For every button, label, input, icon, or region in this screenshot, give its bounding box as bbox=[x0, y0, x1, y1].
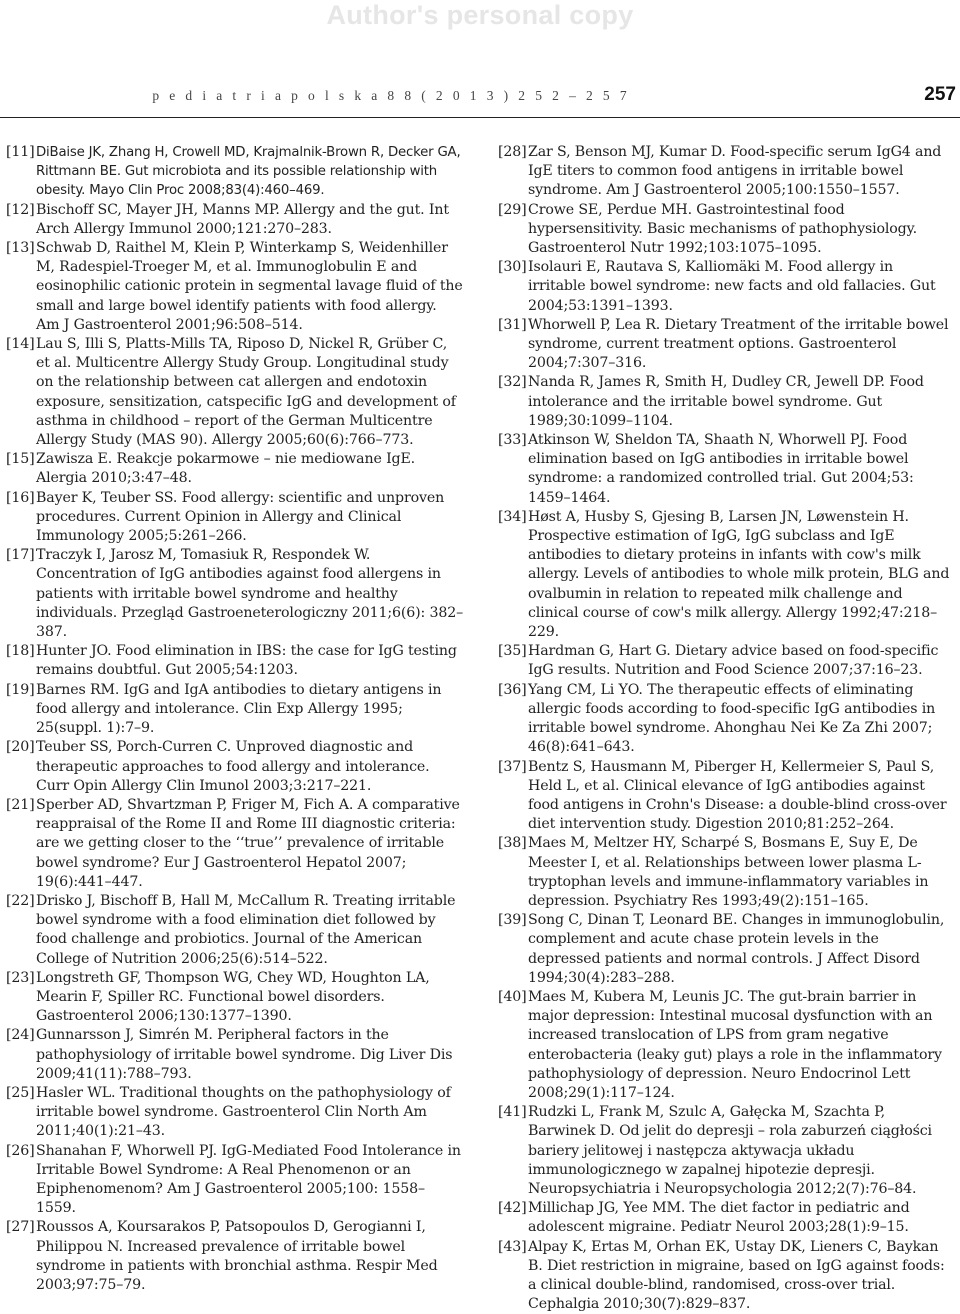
reference-number: [34] bbox=[498, 508, 527, 525]
reference-item bbox=[6, 738, 464, 796]
reference-number: [22] bbox=[6, 892, 35, 909]
reference-number: [33] bbox=[498, 432, 527, 449]
reference-item bbox=[498, 258, 954, 316]
reference-number: [15] bbox=[6, 451, 35, 468]
reference-item bbox=[6, 796, 464, 892]
reference-text: Millichap JG, Yee MM. The diet factor in pediatric and adolescent migraine. Pediatr Neurol 2003;28(1):9–15. bbox=[528, 1200, 910, 1236]
reference-number: [36] bbox=[498, 681, 527, 698]
reference-number: [28] bbox=[498, 144, 527, 160]
reference-number: [25] bbox=[6, 1084, 35, 1101]
reference-item bbox=[498, 431, 954, 508]
page-number: 257 bbox=[924, 84, 956, 105]
reference-text: Traczyk I, Jarosz M, Tomasiuk R, Respondek W. Concentration of IgG antibodies against food allergens in patients with irritable bowel syndrome and healthy individuals. Przegląd Gastroeneterologiczny 2011;6(6): 382–387. bbox=[36, 547, 464, 641]
reference-text: Shanahan F, Whorwell PJ. IgG-Mediated Food Intolerance in Irritable Bowel Syndrome: A Real Phenomenon or an Epiphenomenom? Am J Gastroenterol 2005;100: 1558–1559. bbox=[36, 1142, 461, 1217]
reference-item bbox=[6, 969, 464, 1027]
reference-item bbox=[6, 1218, 464, 1295]
reference-item bbox=[6, 681, 464, 739]
reference-item bbox=[498, 988, 954, 1103]
reference-number: [12] bbox=[6, 201, 35, 218]
reference-number: [20] bbox=[6, 739, 35, 756]
reference-item bbox=[498, 642, 954, 680]
reference-item bbox=[6, 1026, 464, 1084]
reference-number: [38] bbox=[498, 835, 527, 852]
reference-item bbox=[6, 450, 464, 488]
reference-item bbox=[498, 911, 954, 988]
reference-number: [13] bbox=[6, 240, 35, 257]
running-head bbox=[0, 86, 960, 108]
reference-item bbox=[498, 373, 954, 431]
reference-item bbox=[498, 316, 954, 374]
reference-number: [19] bbox=[6, 681, 35, 698]
reference-text: Whorwell P, Lea R. Dietary Treatment of the irritable bowel syndrome, current treatment options. Gastroenterol 2004;7:307–316. bbox=[528, 316, 949, 372]
reference-number: [29] bbox=[498, 201, 527, 218]
reference-text: Maes M, Kubera M, Leunis JC. The gut-brain barrier in major depression: Intestinal mucosal dysfunction with an increased translocation of LPS from gram negative enterobacteria (leaky gut) plays a role in the inflammatory pathophysiology of depression. Neuro Endocrinol Lett 2008;29(1):117–124. bbox=[528, 988, 942, 1101]
reference-text: Crowe SE, Perdue MH. Gastrointestinal food hypersensitivity. Basic mechanisms of pathophysiology. Gastroenterol Nutr 1992;103:1075–1095. bbox=[528, 201, 917, 257]
reference-number: [37] bbox=[498, 758, 527, 775]
reference-text: Barnes RM. IgG and IgA antibodies to dietary antigens in food allergy and intolerance. Clin Exp Allergy 1995; 25(suppl. 1):7–9. bbox=[36, 681, 442, 737]
reference-number: [23] bbox=[6, 969, 35, 986]
reference-number: [24] bbox=[6, 1027, 35, 1044]
reference-text: Zawisza E. Reakcje pokarmowe – nie mediowane IgE. Alergia 2010;3:47–48. bbox=[36, 451, 416, 487]
reference-text: Atkinson W, Sheldon TA, Shaath N, Whorwell PJ. Food elimination based on IgG antibodies in irritable bowel syndrome: a randomized controlled trial. Gut 2004;53: 1459–1464. bbox=[528, 432, 914, 506]
reference-item bbox=[498, 681, 954, 758]
reference-item bbox=[6, 892, 464, 969]
reference-number: [31] bbox=[498, 316, 527, 333]
reference-number: [39] bbox=[498, 912, 527, 929]
reference-item bbox=[498, 758, 954, 835]
reference-text: Bentz S, Hausmann M, Piberger H, Kellermeier S, Paul S, Held L, et al. Clinical elevance of IgG antibodies against food antigens in Crohn's Disease: a double-blind cross-over diet intervention study. Digestion 2010;81:252–264. bbox=[528, 758, 947, 833]
header-rule bbox=[0, 117, 960, 118]
reference-column-left bbox=[6, 143, 464, 1295]
reference-text: Nanda R, James R, Smith H, Dudley CR, Jewell DP. Food intolerance and the irritable bowel syndrome. Gut 1989;30:1099–1104. bbox=[528, 374, 924, 429]
reference-number: [18] bbox=[6, 643, 35, 660]
reference-number: [26] bbox=[6, 1142, 35, 1159]
reference-number: [43] bbox=[498, 1238, 527, 1255]
reference-number: [32] bbox=[498, 374, 527, 391]
reference-text: Teuber SS, Porch-Curren C. Unproved diagnostic and therapeutic approaches to food allergy and intolerance. Curr Opin Allergy Clin Imunol 2003;3:217–221. bbox=[36, 739, 430, 794]
reference-item bbox=[498, 1199, 954, 1237]
reference-number: [41] bbox=[498, 1104, 527, 1121]
reference-text: Roussos A, Koursarakos P, Patsopoulos D, Gerogianni I, Philippou N. Increased prevalence of irritable bowel syndrome in patients with bronchial asthma. Respir Med 2003;97:75–79. bbox=[36, 1219, 438, 1293]
reference-text: Longstreth GF, Thompson WG, Chey WD, Houghton LA, Mearin F, Spiller RC. Functional bowel disorders. Gastroenterol 2006;130:1377–1390. bbox=[36, 969, 430, 1025]
reference-item bbox=[498, 143, 954, 201]
reference-item bbox=[6, 546, 464, 642]
reference-item bbox=[498, 834, 954, 911]
reference-number: [30] bbox=[498, 259, 527, 276]
reference-text: Zar S, Benson MJ, Kumar D. Food-specific serum IgG4 and IgE titers to common food antigens in irritable bowel syndrome. Am J Gastroenterol 2005;100:1550–1557. bbox=[528, 144, 942, 199]
reference-text: Maes M, Meltzer HY, Scharpé S, Bosmans E, Suy E, De Meester I, et al. Relationships between lower plasma L-tryptophan levels and immune-inflammatory variables in depression. Psychiatry Res 1993;49(2):151–165. bbox=[528, 835, 929, 909]
watermark: Author's personal copy bbox=[326, 0, 634, 30]
reference-number: [21] bbox=[6, 796, 35, 813]
reference-number: [42] bbox=[498, 1200, 527, 1217]
reference-item bbox=[6, 201, 464, 239]
reference-item bbox=[6, 1142, 464, 1219]
reference-item bbox=[6, 335, 464, 450]
reference-item bbox=[6, 1084, 464, 1142]
reference-item bbox=[6, 143, 464, 201]
reference-text: Høst A, Husby S, Gjesing B, Larsen JN, Løwenstein H. Prospective estimation of IgG, IgG subclass and IgE antibodies to dietary proteins in infants with cow's milk allergy. Levels of antibodies to whole milk protein, BLG and ovalbumin in relation to repeated milk challenge and clinical course of cow's milk allergy. Allergy 1992;47:218–229. bbox=[528, 508, 950, 641]
reference-text: Hasler WL. Traditional thoughts on the pathophysiology of irritable bowel syndrome. Gastroenterol Clin North Am 2011;40(1):21–43. bbox=[36, 1084, 451, 1140]
reference-text: Gunnarsson J, Simrén M. Peripheral factors in the pathophysiology of irritable bowel syndrome. Dig Liver Dis 2009;41(11):788–793. bbox=[36, 1027, 453, 1082]
reference-number: [27] bbox=[6, 1219, 35, 1236]
journal-citation: p e d i a t r i a p o l s k a 8 8 ( 2 0 1 3 ) 2 5 2 – 2 5 7 bbox=[152, 88, 630, 103]
reference-number: [16] bbox=[6, 489, 35, 506]
reference-item bbox=[498, 201, 954, 259]
reference-text: Lau S, Illi S, Platts-Mills TA, Riposo D, Nickel R, Grüber C, et al. Multicentre Allergy Study Group. Longitudinal study on the relationship between cat allergen and endotoxin exposure, sensitization, catspecific IgG and development of asthma in childhood – report of the German Multicentre Allergy Study (MAS 90). Allergy 2005;60(6):766–773. bbox=[36, 336, 456, 449]
reference-text: Yang CM, Li YO. The therapeutic effects of eliminating allergic foods according to food-specific IgG antibodies in irritable bowel syndrome. Ahonghau Nei Ke Za Zhi 2007; 46(8):641–643. bbox=[528, 681, 936, 756]
reference-text: Sperber AD, Shvartzman P, Friger M, Fich A. A comparative reappraisal of the Rome II and Rome III diagnostic criteria: are we getting closer to the ‘‘true’’ prevalence of irritable bowel syndrome? Eur J Gastroenterol Hepatol 2007; 19(6):441–447. bbox=[36, 796, 460, 890]
reference-text: Rudzki L, Frank M, Szulc A, Gałęcka M, Szachta P, Barwinek D. Od jelit do depresji – rola zaburzeń ciągłości bariery jelitowej i następcza aktywacja układu immunologicznego w zapalnej hipotezie depresji. Neuropsychiatria i Neuropsychologia 2012;2(7):76–84. bbox=[528, 1104, 932, 1197]
reference-item bbox=[498, 508, 954, 642]
reference-item bbox=[6, 642, 464, 680]
reference-text: Bayer K, Teuber SS. Food allergy: scientific and unproven procedures. Current Opinion in Allergy and Clinical Immunology 2005;5:261–266. bbox=[36, 489, 445, 545]
reference-text: Song C, Dinan T, Leonard BE. Changes in immunoglobulin, complement and acute chase protein levels in the depressed patients and normal controls. J Affect Disord 1994;30(4):283–288. bbox=[528, 912, 945, 986]
reference-number: [35] bbox=[498, 643, 527, 660]
reference-item bbox=[6, 489, 464, 547]
reference-text: Bischoff SC, Mayer JH, Manns MP. Allergy and the gut. Int Arch Allergy Immunol 2000;121:270–283. bbox=[36, 201, 449, 237]
reference-text: Isolauri E, Rautava S, Kalliomäki M. Food allergy in irritable bowel syndrome: new facts and old fallacies. Gut 2004;53:1391–1393. bbox=[528, 259, 936, 314]
reference-text: Schwab D, Raithel M, Klein P, Winterkamp S, Weidenhiller M, Radespiel-Troeger M, et al. Immunoglobulin E and eosinophilic cationic protein in segmental lavage fluid of the small and large bowel identify patients with food allergy. Am J Gastroenterol 2001;96:508–514. bbox=[36, 240, 463, 333]
reference-item bbox=[498, 1238, 954, 1314]
reference-number: [40] bbox=[498, 988, 527, 1005]
reference-number: [14] bbox=[6, 336, 35, 353]
reference-text: DiBaise JK, Zhang H, Crowell MD, Krajmalnik-Brown R, Decker GA, Rittmann BE. Gut microbiota and its possible relationship with obesity. Mayo Clin Proc 2008;83(4):460–469. bbox=[36, 145, 461, 199]
reference-text: Alpay K, Ertas M, Orhan EK, Ustay DK, Lieners C, Baykan B. Diet restriction in migraine, based on IgG against foods: a clinical double-blind, randomised, cross-over trial. Cephalgia 2010;30(7):829–837. bbox=[528, 1238, 945, 1313]
reference-text: Hunter JO. Food elimination in IBS: the case for IgG testing remains doubtful. Gut 2005;54:1203. bbox=[36, 643, 457, 679]
reference-number: [11] bbox=[6, 144, 35, 160]
reference-column-right bbox=[498, 143, 954, 1314]
reference-item bbox=[6, 239, 464, 335]
reference-item bbox=[498, 1103, 954, 1199]
reference-text: Hardman G, Hart G. Dietary advice based on food-specific IgG results. Nutrition and Food Science 2007;37:16–23. bbox=[528, 643, 939, 679]
reference-number: [17] bbox=[6, 547, 35, 564]
reference-text: Drisko J, Bischoff B, Hall M, McCallum R. Treating irritable bowel syndrome with a food elimination diet followed by food challenge and probiotics. Journal of the American College of Nutrition 2006;25(6):514–522. bbox=[36, 892, 456, 967]
